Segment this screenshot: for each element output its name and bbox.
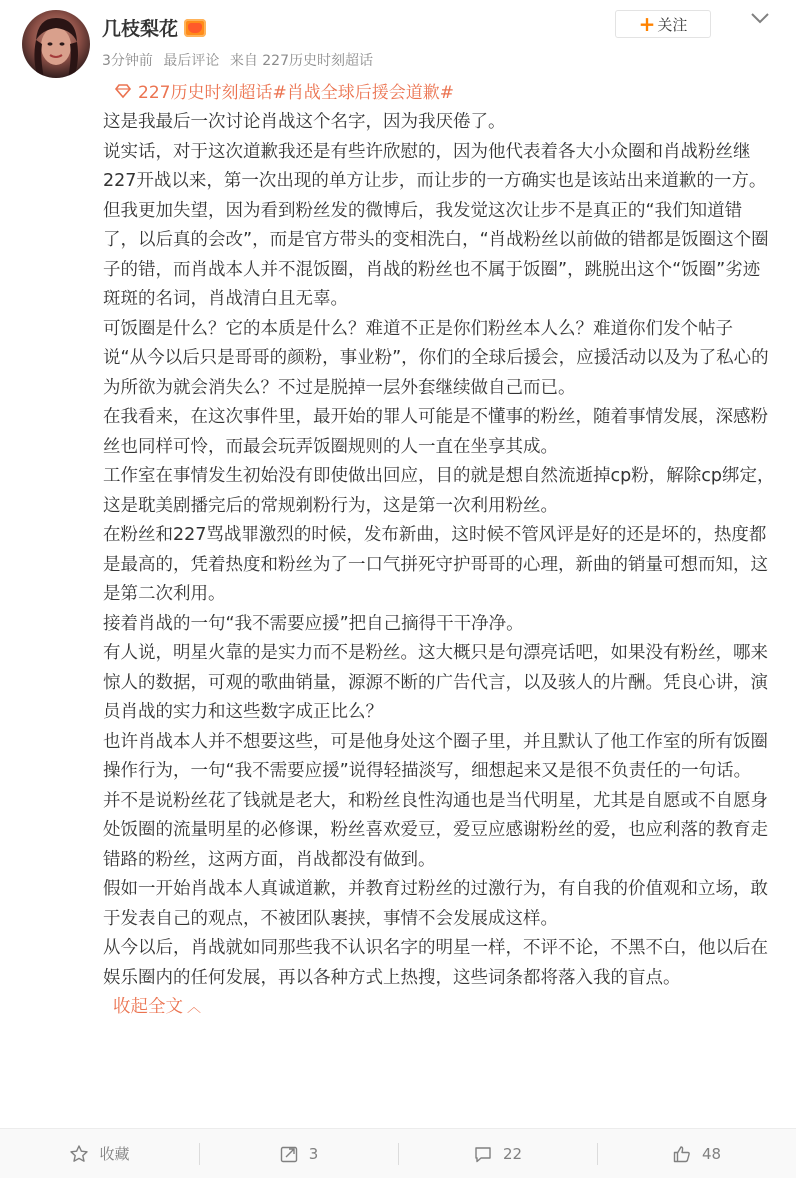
post-content <box>103 108 775 1024</box>
collapse-label[interactable]: 收起全文 <box>113 997 183 1017</box>
repost-icon <box>279 1144 299 1164</box>
vip-badge-icon <box>184 19 206 37</box>
paragraph: 接着肖战的一句“我不需要应援”把自己摘得干干净净。 <box>103 613 524 634</box>
paragraph: 在粉丝和227骂战罪激烈的时候，发布新曲，这时候不管风评是好的还是坏的，热度都是最高的，凭着热度和粉丝为了一口气拼死守护哥哥的心理，新曲的销量可想而知，这是第二次利用。 <box>103 525 768 604</box>
paragraph: 说实话，对于这次道歉我还是有些许欣慰的，因为他代表着各大小众圈和肖战粉丝继227开战以来，第一次出现的单方让步，而让步的一方确实也是该站出来道歉的一方。 <box>103 141 767 191</box>
paragraph: 有人说，明星火靠的是实力而不是粉丝。这大概只是句漂亮话吧，如果没有粉丝，哪来惊人的数据，可观的歌曲销量，源源不断的广告代言，以及骇人的片酬。凭良心讲，演员肖战的实力和这些数字成正比么？ <box>103 643 768 722</box>
plus-icon: + <box>638 12 656 36</box>
chevron-up-icon: ︿ <box>187 1000 201 1016</box>
avatar[interactable] <box>22 10 90 78</box>
favorite-button[interactable] <box>0 1129 199 1178</box>
paragraph: 假如一开始肖战本人真诚道歉，并教育过粉丝的过激行为，有自我的价值观和立场，敢于发表自己的观点，不被团队裹挟，事情不会发展成这样。 <box>103 879 768 929</box>
like-count: 48 <box>701 1144 722 1163</box>
paragraph-last <box>103 934 775 1024</box>
paragraph: 但我更加失望，因为看到粉丝发的微博后，我发觉这次让步不是真正的“我们知道错了，以后真的会改”，而是官方带头的变相洗白，“肖战粉丝以前做的错都是饭圈这个圈子的错，而肖战本人并不混饭圈，肖战的粉丝也不属于饭圈”，跳脱出这个“饭圈”劣迹斑斑的名词，肖战清白且无辜。 <box>103 200 769 309</box>
follow-button[interactable] <box>615 10 711 38</box>
paragraph: 工作室在事情发生初始没有即使做出回应，目的就是想自然流逝掉cp粉，解除cp绑定，这是耽美剧播完后的常规剃粉行为，这是第一次利用粉丝。 <box>103 466 775 516</box>
comment-button[interactable] <box>398 1129 597 1178</box>
last-comment-note: 最后评论 <box>163 53 220 69</box>
star-icon <box>69 1144 89 1164</box>
comment-count: 22 <box>502 1144 523 1163</box>
paragraph-last-text: 从今以后，肖战就如同那些我不认识名字的明星一样，不评不论，不黑不白，他以后在娱乐圈内的任何发展，再以各种方式上热搜，这些词条都将落入我的盲点。 <box>103 938 768 988</box>
chevron-down-icon[interactable] <box>748 8 772 28</box>
paragraph: 可饭圈是什么？它的本质是什么？难道不正是你们粉丝本人么？难道你们发个帖子说“从今以后只是哥哥的颜粉，事业粉”，你们的全球后援会，应援活动以及为了私心的为所欲为就会消失么？不过是脱掉一层外套继续做自己而已。 <box>103 318 769 398</box>
comment-icon <box>473 1144 493 1164</box>
topic-link[interactable] <box>114 78 454 103</box>
topic-text[interactable]: 227历史时刻超话#肖战全球后援会道歉# <box>138 83 454 103</box>
avatar-portrait-icon <box>22 10 90 78</box>
like-button[interactable] <box>597 1129 796 1178</box>
author-name[interactable] <box>102 14 206 41</box>
repost-button[interactable] <box>199 1129 398 1178</box>
thumbs-up-icon <box>672 1144 692 1164</box>
repost-count: 3 <box>308 1144 319 1163</box>
paragraph: 也许肖战本人并不想要这些，可是他身处这个圈子里，并且默认了他工作室的所有饭圈操作行为，一句“我不需要应援”说得轻描淡写，细想起来又是很不负责任的一句话。 <box>103 731 768 781</box>
favorite-label: 收藏 <box>99 1145 130 1163</box>
action-bar <box>0 1129 796 1178</box>
author-name-text[interactable]: 几枝梨花 <box>102 18 179 40</box>
collapse-link[interactable] <box>113 997 201 1017</box>
post-meta <box>102 50 379 70</box>
paragraph: 在我看来，在这次事件里，最开始的罪人可能是不懂事的粉丝，随着事情发展，深感粉丝也同样可怜，而最会玩弄饭圈规则的人一直在坐享其成。 <box>103 407 768 457</box>
paragraph: 这是我最后一次讨论肖战这个名字，因为我厌倦了。 <box>103 112 506 132</box>
post-source[interactable]: 来自 227历史时刻超话 <box>229 53 373 69</box>
follow-label: 关注 <box>657 15 688 34</box>
paragraph: 并不是说粉丝花了钱就是老大，和粉丝良性沟通也是当代明星，尤其是自愿或不自愿身处饭圈的流量明星的必修课，粉丝喜欢爱豆，爱豆应感谢粉丝的爱，也应利落的教育走错路的粉丝，这两方面，肖战都没有做到。 <box>103 790 768 870</box>
supertopic-diamond-icon <box>114 82 132 100</box>
post-time: 3分钟前 <box>102 53 153 69</box>
